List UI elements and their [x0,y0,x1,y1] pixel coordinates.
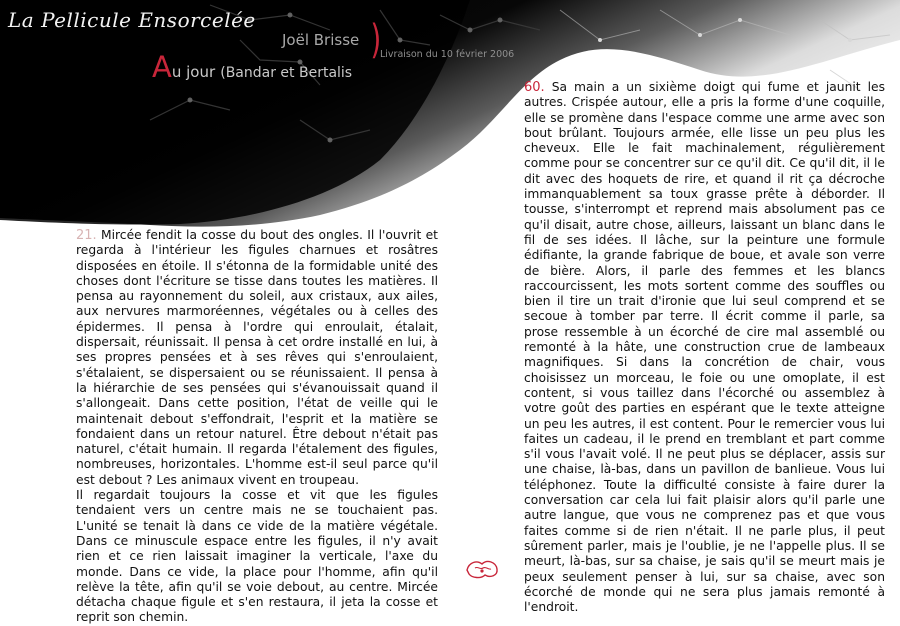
title-main: u jour [171,63,216,81]
left-paragraph-2: Il regardait toujours la cosse et vit que les figules tendaient vers un centre mais ne se touchaient pas. L'unité se tenait là dans ce vide de la matière végétale. Dans ce minuscule espace entre les figules, il n'y avait rien et ce rien laissait imaginer la verticale, l'axe du monde. Dans ce vide, la place pour l'homme, afin qu'il relève la tête, afin qu'il se voie debout, au centre. Mircée détacha chaque figule et s'en restaura, il jeta la cosse et reprit son chemin. [76,488,438,625]
left-column [76,228,438,626]
section-number-21: 21. [76,228,97,243]
right-column [524,80,885,615]
author-name: Joël Brisse [282,31,360,49]
title-subtitle: (Bandar et Bertalis [220,65,353,81]
bottom-emblem-icon[interactable] [463,556,501,580]
right-paragraph-1-text: Sa main a un sixième doigt qui fume et jaunit les autres. Crispée autour, elle a pris la forme d'une coquille, elle se promène dans l'espace comme une arme avec son bout brûlant. Toujours armée, elle lisse un peu plus les cheveux. Elle le fait machinalement, régulièrement comme pour se concentrer sur ce qu'il dit. Ce qu'il dit, il le dit avec des hoquets de rire, et quand il rit ça décroche immanquablement sa toux grasse prête à déborder. Il tousse, s'interrompt et reprend mais absolument pas ce qu'il disait, autre chose, ailleurs, laissant un blanc dans le fil de ses idées. Il lâche, sur la peinture une formule édifiante, la grande fabrique de boue, et avale son verre de bière. Alors, il parle des femmes et les blancs raccourcissent, les mots sortent comme des souffles ou bien il tire un trait d'ironie que lui seul comprend et se secoue à tomber par terre. Il écrit comme il parle, sa prose ressemble à un écorché de cire mal assemblé ou remonté à la hâte, une construction crue de lambeaux magnifiques. Si dans la concrétion de chair, vous choisissez un morceau, le foie ou une omoplate, il est content, si vous taillez dans l'écorché ou assemblez à votre goût des parties en espérant que le texte atteigne un peu les autres, il est content. Pour le remercier vous lui faites un cadeau, il le prend en tremblant et part comme s'il vous l'avait volé. Il ne peut plus se déplacer, assis sur une chaise, là-bas, dans un pavillon de banlieue. Vous lui téléphonez. Toute la difficulté consiste à faire durer la conversation car cela lui fait plaisir alors qu'il parle une autre langue, que vous ne comprenez pas et que vous faites comme si de rien n'était. Il ne parle plus, il peut sûrement parler, mais je l'oublie, je ne l'appelle plus. Il se meurt, là-bas, sur sa chaise, je sais qu'il se meurt mais je peux seulement penser à lui, sur sa chaise, avec son écorché de monde qui ne sera plus jamais remonté à l'endroit. [524,80,885,615]
left-paragraph-1 [76,228,438,488]
left-paragraph-1-text: Mircée fendit la cosse du bout des ongles. Il l'ouvrit et regarda à l'intérieur les figules charnues et rosâtres disposées en étoile. Il s'étonna de la formidable unité des choses dont l'écriture se tisse dans toutes les matières. Il pensa au rayonnement du soleil, aux cristaux, aux ailes, aux nervures marmoréennes, végétales ou à celles des épidermes. Il pensa à l'ordre qui enroulait, étalait, dispersait, réunissait. Il pensa à cet ordre installé en lui, à ses propres pensées et à ses rêves qui s'enroulaient, s'étalaient, se dispersaient ou se réunissaient. Il pensa à la hiérarchie de ses pensées qui s'évanouissait quand il s'allongeait. Dans cette position, l'état de veille qui le maintenait debout s'effondrait, l'esprit et la matière se fondaient dans un retour naturel. Être debout n'était pas naturel, c'était humain. Il regarda l'étalement des figules, nombreuses, horizontales. L'homme est-il seul parce qu'il est debout ? Les animaux vivent en troupeau. [76,228,438,487]
delivery-date: Livraison du 10 février 2006 [380,49,515,60]
title-initial: A [152,50,172,84]
page-title [152,50,352,84]
right-paragraph-1 [524,80,885,615]
site-logo[interactable]: La Pellicule Ensorcelée [8,8,256,32]
title-paren: ) [370,17,382,63]
section-number-60: 60. [524,80,545,95]
